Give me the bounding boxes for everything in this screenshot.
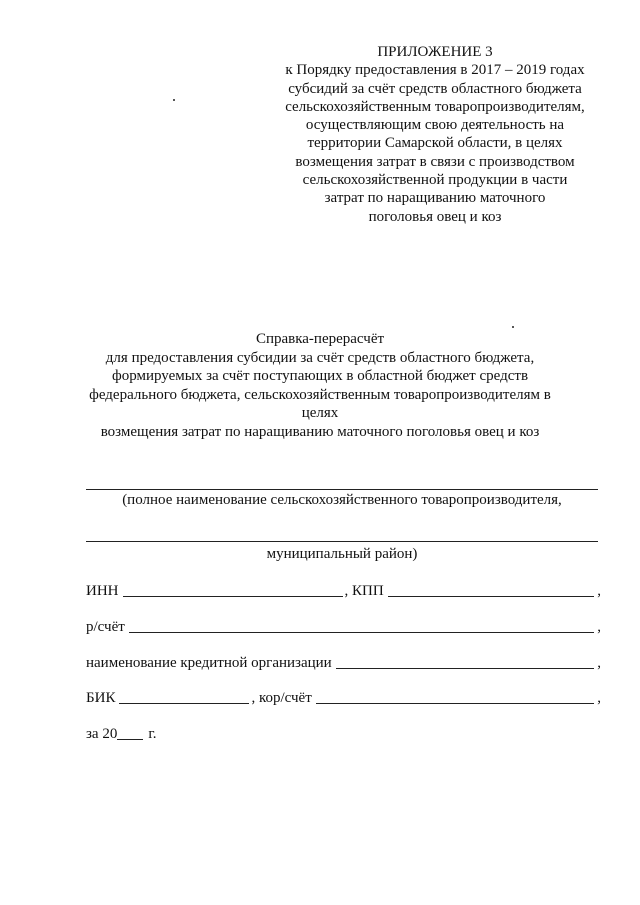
bank-row: [86, 654, 601, 672]
corr-account-label: , кор/счёт: [251, 690, 312, 706]
row-comma: ,: [597, 619, 601, 635]
account-row: [86, 618, 601, 636]
bik-field[interactable]: [119, 689, 249, 704]
row-comma: ,: [597, 583, 601, 599]
corr-account-field[interactable]: [316, 689, 594, 704]
appendix-line: возмещения затрат в связи с производством: [295, 153, 575, 170]
row-comma: ,: [597, 655, 601, 671]
document-heading: [70, 330, 570, 441]
district-caption: муниципальный район): [266, 546, 418, 562]
appendix-line: субсидий за счёт средств областного бюджета: [288, 80, 582, 97]
appendix-line: затрат по наращиванию маточного: [324, 190, 546, 207]
account-label: р/счёт: [86, 619, 125, 635]
inn-kpp-row: [86, 582, 601, 600]
appendix-line: к Порядку предоставления в 2017 – 2019 годах: [285, 62, 585, 79]
year-field[interactable]: [117, 725, 143, 740]
bik-label: БИК: [86, 690, 116, 706]
heading-line: формируемых за счёт поступающих в областной бюджет средств: [111, 368, 529, 384]
account-field[interactable]: [129, 618, 594, 633]
appendix-title: ПРИЛОЖЕНИЕ 3: [377, 44, 493, 60]
scan-speck: [512, 326, 514, 328]
appendix-line: сельскохозяйственным товаропроизводителям,: [285, 98, 585, 115]
document-title: Справка-перерасчёт: [255, 331, 385, 347]
heading-line: возмещения затрат по наращиванию маточного поголовья овец и коз: [100, 423, 540, 440]
heading-line: для предоставления субсидии за счёт средств областного бюджета,: [105, 349, 535, 366]
appendix-block: [270, 43, 600, 226]
period-row: [86, 725, 157, 743]
scan-speck: [173, 99, 175, 101]
bank-label: наименование кредитной организации: [86, 655, 332, 671]
bank-field[interactable]: [336, 654, 595, 669]
row-comma: ,: [597, 690, 601, 706]
kpp-field[interactable]: [388, 582, 595, 597]
applicant-name-caption: (полное наименование сельскохозяйственного товаропроизводителя,: [122, 492, 562, 508]
period-suffix: г.: [148, 726, 157, 742]
kpp-label: , КПП: [344, 583, 384, 599]
bik-row: [86, 689, 601, 707]
inn-field[interactable]: [123, 582, 343, 597]
inn-label: ИНН: [86, 583, 119, 599]
applicant-name-line[interactable]: [86, 489, 598, 490]
appendix-line: поголовья овец и коз: [368, 208, 502, 225]
period-prefix: за 20: [86, 726, 118, 742]
appendix-line: сельскохозяйственной продукции в части: [302, 172, 568, 189]
appendix-line: территории Самарской области, в целях: [307, 135, 563, 152]
appendix-line: осуществляющим свою деятельность на: [305, 117, 565, 134]
heading-line: федерального бюджета, сельскохозяйственным товаропроизводителям в целях: [89, 386, 551, 421]
district-line[interactable]: [86, 541, 598, 542]
